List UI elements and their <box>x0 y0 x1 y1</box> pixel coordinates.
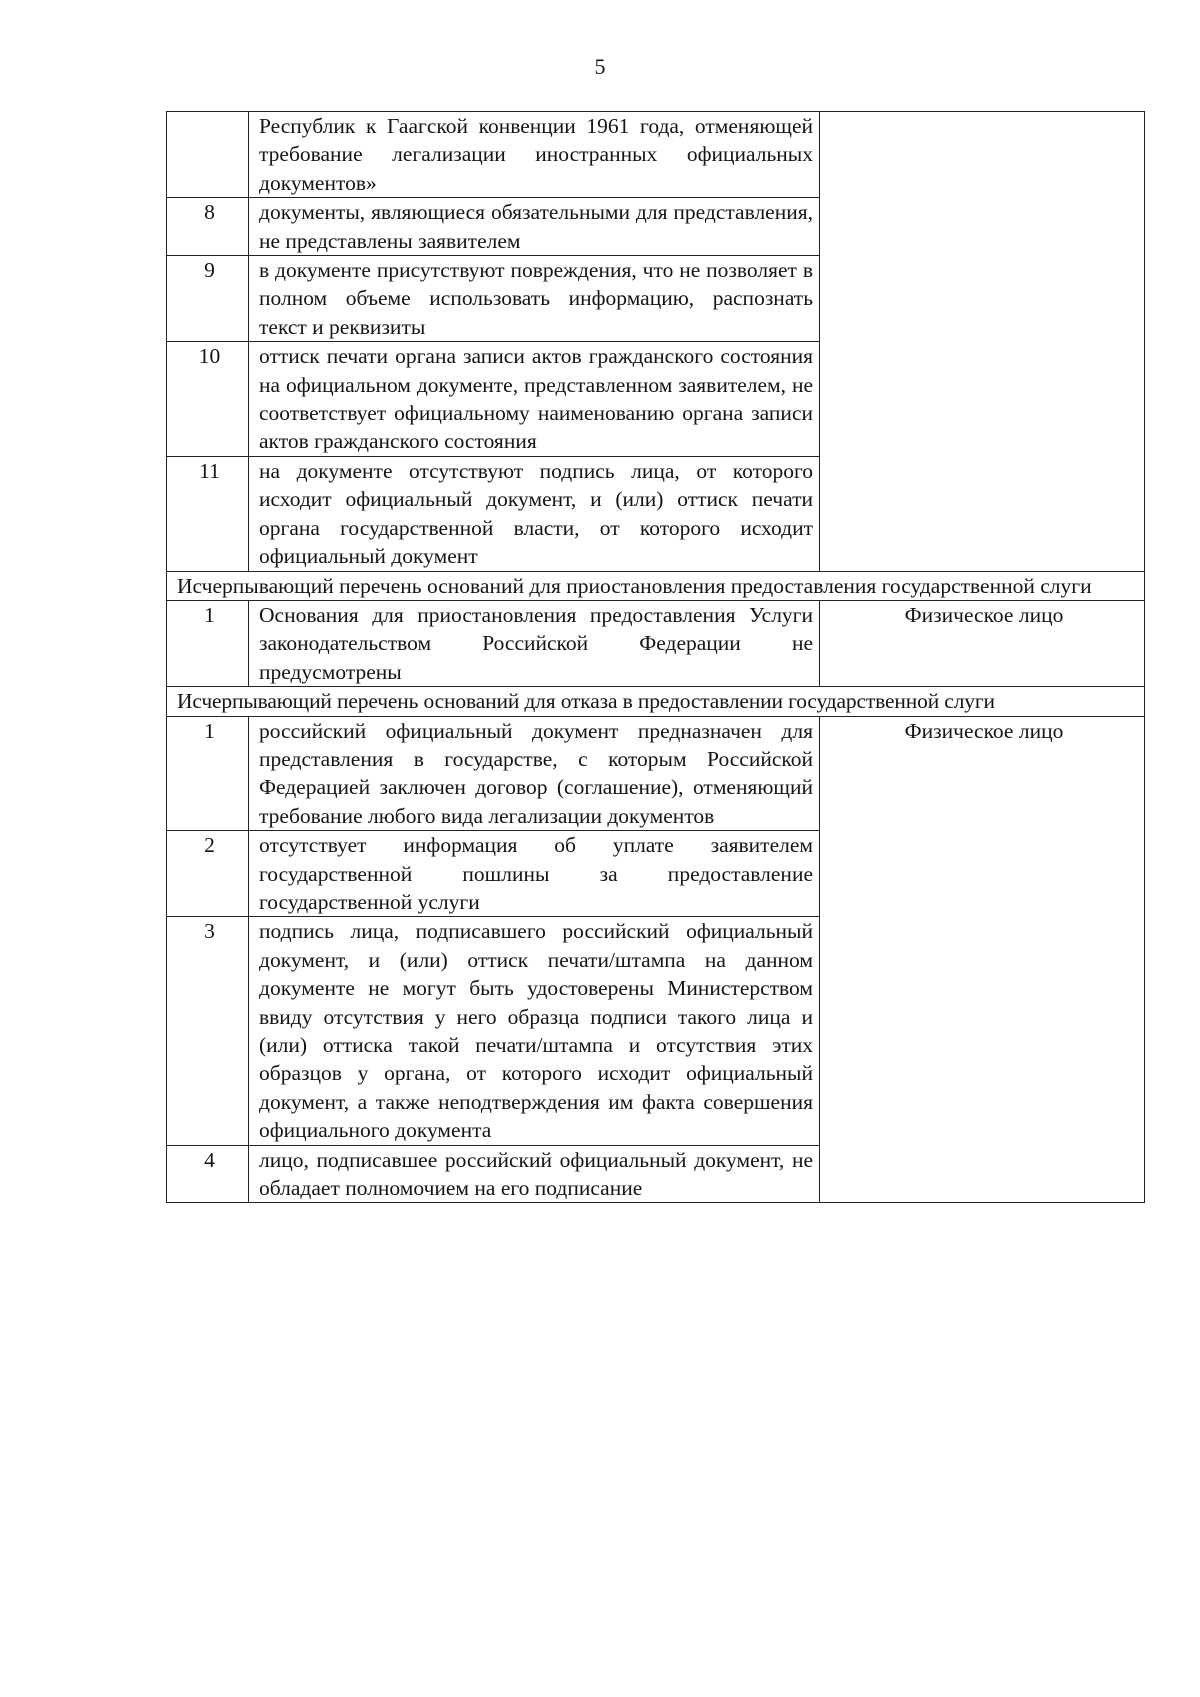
row-text: лицо, подписавшее российский официальный документ, не обладает полномочием на его подписание <box>249 1145 820 1203</box>
row-number: 11 <box>167 456 249 571</box>
applicant-cell: Физическое лицо <box>820 600 1145 686</box>
row-text: документы, являющиеся обязательными для представления, не представлены заявителем <box>249 198 820 256</box>
table-row <box>167 112 1145 198</box>
row-number: 2 <box>167 831 249 917</box>
table-row <box>167 716 1145 831</box>
refusal-section-heading: Исчерпывающий перечень оснований для отказа в предоставлении государственной слуги <box>167 687 1145 716</box>
table-row <box>167 600 1145 686</box>
row-number: 1 <box>167 716 249 831</box>
row-number: 10 <box>167 342 249 457</box>
grounds-table <box>166 111 1145 1203</box>
row-text: оттиск печати органа записи актов гражданского состояния на официальном документе, представленном заявителем, не соответствует официальному наименованию органа записи актов гражданского состояния <box>249 342 820 457</box>
section-heading-row <box>167 571 1145 600</box>
row-text: подпись лица, подписавшего российский официальный документ, и (или) оттиск печати/штампа на данном документе не могут быть удостоверены Министерством ввиду отсутствия у него образца подписи такого лица и (или) оттиска такой печати/штампа и отсутствия этих образцов у органа, от которого исходит официальный документ, а также неподтверждения им факта совершения официального документа <box>249 917 820 1145</box>
row-number <box>167 112 249 198</box>
suspension-section-heading: Исчерпывающий перечень оснований для приостановления предоставления государственной слуги <box>167 571 1145 600</box>
row-number: 8 <box>167 198 249 256</box>
row-text: на документе отсутствуют подпись лица, от которого исходит официальный документ, и (или) оттиск печати органа государственной власти, от которого исходит официальный документ <box>249 456 820 571</box>
page-number: 5 <box>594 54 606 79</box>
row-number: 4 <box>167 1145 249 1203</box>
row-text: российский официальный документ предназначен для представления в государстве, с которым Российской Федерацией заключен договор (соглашение), отменяющий требование любого вида легализации документов <box>249 716 820 831</box>
applicant-cell: Физическое лицо <box>820 716 1145 1203</box>
row-text: в документе присутствуют повреждения, что не позволяет в полном объеме использовать информацию, распознать текст и реквизиты <box>249 256 820 342</box>
row-text: отсутствует информация об уплате заявителем государственной пошлины за предоставление государственной услуги <box>249 831 820 917</box>
section-heading-row <box>167 687 1145 716</box>
row-text: Основания для приостановления предоставления Услуги законодательством Российской Федерации не предусмотрены <box>249 600 820 686</box>
row-number: 3 <box>167 917 249 1145</box>
row-text: Республик к Гаагской конвенции 1961 года, отменяющей требование легализации иностранных официальных документов» <box>249 112 820 198</box>
row-number: 9 <box>167 256 249 342</box>
applicant-cell-empty <box>820 112 1145 572</box>
row-number: 1 <box>167 600 249 686</box>
